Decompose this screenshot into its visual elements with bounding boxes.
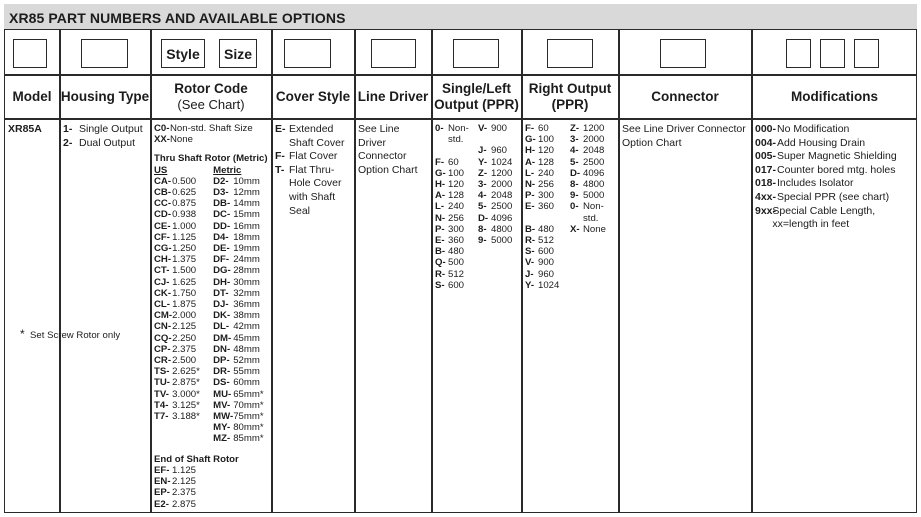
header-rotor: Rotor Code (See Chart) bbox=[174, 81, 248, 112]
list-item: T- Flat Thru-Hole Cover with Shaft Seal bbox=[275, 163, 342, 217]
connector-text: See Line Driver Connector Option Chart bbox=[622, 123, 746, 149]
right-output-codes bbox=[525, 123, 617, 291]
list-item: 000- No Modification bbox=[755, 123, 850, 135]
table-row: CF- 1.125 D4- 18mm bbox=[154, 231, 260, 243]
line-driver-box[interactable] bbox=[371, 39, 416, 68]
table-row: H- 120 4- 2048 bbox=[525, 145, 605, 157]
model-value: XR85A bbox=[8, 123, 42, 135]
table-row: CG- 1.250 DE- 19mm bbox=[154, 243, 260, 255]
table-row: J- 960 bbox=[478, 145, 508, 157]
table-row: CK- 1.750 DT- 32mm bbox=[154, 287, 260, 299]
page-title: XR85 PART NUMBERS AND AVAILABLE OPTIONS bbox=[4, 4, 917, 30]
table-row: Q- 500 bbox=[435, 257, 465, 269]
model-box[interactable] bbox=[13, 39, 47, 68]
table-row: US Metric bbox=[154, 164, 242, 176]
table-row: G- 100 Z- 1200 bbox=[435, 167, 513, 179]
cover-box[interactable] bbox=[284, 39, 331, 68]
header-modifications: Modifications bbox=[791, 89, 878, 104]
header-connector: Connector bbox=[651, 89, 719, 104]
table-row: CP- 2.375 DN- 48mm bbox=[154, 343, 260, 355]
table-row: E- 360 9- 5000 bbox=[435, 235, 513, 247]
table-row: CJ- 1.625 DH- 30mm bbox=[154, 276, 260, 288]
list-item: 1- Single Output bbox=[63, 123, 143, 135]
table-row: EP- 2.375 bbox=[154, 487, 197, 499]
table-row: XX- None bbox=[154, 134, 193, 146]
table-row: C0- Non-std. Shaft Size bbox=[154, 123, 253, 134]
style-label: Style bbox=[161, 39, 205, 68]
list-item: F- Flat Cover bbox=[275, 150, 338, 163]
modification-box-2[interactable] bbox=[820, 39, 845, 68]
table-row: N- 256 8- 4800 bbox=[525, 179, 605, 191]
table-row: L- 240 D- 4096 bbox=[525, 167, 605, 179]
header-single-left: Single/Left Output (PPR) bbox=[434, 81, 519, 112]
table-row: TV- 3.000* MU- 65mm* bbox=[154, 388, 264, 400]
header-line-driver: Line Driver bbox=[357, 89, 429, 104]
table-row: F- 60 Z- 1200 bbox=[525, 123, 605, 134]
table-row: CT- 1.500 DG- 28mm bbox=[154, 265, 260, 277]
table-row: V- 900 bbox=[525, 257, 555, 269]
size-label: Size bbox=[219, 39, 257, 68]
table-row: EF- 1.125 bbox=[154, 464, 197, 476]
list-item: 2- Dual Output bbox=[63, 136, 136, 149]
table-row: 0- Non-std. V- 900 bbox=[435, 123, 508, 146]
table-row: E- 360 0- Non-std. bbox=[525, 201, 604, 224]
end-shaft-title: End of Shaft Rotor bbox=[154, 453, 239, 465]
table-row: CR- 2.500 DP- 52mm bbox=[154, 355, 260, 367]
table-row: EN- 2.125 bbox=[154, 476, 197, 488]
row-divider bbox=[4, 118, 917, 120]
line-driver-text: See Line Driver Connector Option Chart bbox=[358, 123, 418, 176]
rotor-codes bbox=[154, 123, 270, 510]
list-item: 017- Counter bored mtg. holes bbox=[755, 163, 896, 176]
rotor-top-table bbox=[154, 123, 253, 145]
list-item: E- Extended Shaft Cover bbox=[275, 123, 345, 149]
table-row: MY- 80mm* bbox=[213, 422, 264, 434]
table-row: E2- 2.875 bbox=[154, 498, 197, 510]
table-row: CD- 0.938 DC- 15mm bbox=[154, 209, 260, 221]
thru-shaft-table bbox=[154, 165, 267, 445]
table-row: F- 60 Y- 1024 bbox=[435, 156, 513, 168]
table-row: H- 120 3- 2000 bbox=[435, 179, 513, 191]
table-row: TS- 2.625* DR- 55mm bbox=[154, 366, 260, 378]
table-row: A- 128 4- 2048 bbox=[435, 190, 513, 202]
housing-list bbox=[63, 123, 143, 150]
table-row: P- 300 8- 4800 bbox=[435, 223, 513, 235]
single-left-box[interactable] bbox=[453, 39, 499, 68]
table-row: CM- 2.000 DK- 38mm bbox=[154, 310, 260, 322]
modifications-list bbox=[755, 123, 915, 232]
table-row: R- 512 bbox=[435, 268, 465, 280]
table-row: T7- 3.188* MW- 75mm* bbox=[154, 411, 264, 423]
list-item: 004- Add Housing Drain bbox=[755, 136, 866, 149]
table-row: P- 300 9- 5000 bbox=[525, 190, 605, 202]
table-row: T4- 3.125* MV- 70mm* bbox=[154, 399, 264, 411]
footnote: * Set Screw Rotor only bbox=[20, 327, 121, 341]
table-row: S- 600 bbox=[435, 279, 465, 291]
header-right-output: Right Output (PPR) bbox=[528, 81, 612, 112]
table-row: S- 600 bbox=[525, 246, 555, 258]
table-row: A- 128 5- 2500 bbox=[525, 156, 605, 168]
header-housing: Housing Type bbox=[60, 89, 150, 104]
single-left-codes bbox=[435, 123, 521, 291]
table-row: CB- 0.625 D3- 12mm bbox=[154, 187, 260, 199]
table-row: CA- 0.500 D2- 10mm bbox=[154, 175, 260, 187]
modification-box-1[interactable] bbox=[786, 39, 811, 68]
table-row: N- 256 D- 4096 bbox=[435, 212, 513, 224]
connector-box[interactable] bbox=[660, 39, 706, 68]
table-row: CL- 1.875 DJ- 36mm bbox=[154, 299, 260, 311]
list-item: 005- Super Magnetic Shielding bbox=[755, 150, 897, 163]
single-left-table bbox=[435, 123, 521, 291]
cover-list bbox=[275, 123, 353, 218]
right-output-table bbox=[525, 123, 617, 291]
housing-box[interactable] bbox=[81, 39, 128, 68]
header-cover: Cover Style bbox=[275, 89, 351, 104]
list-item: 4xx- Special PPR (see chart) bbox=[755, 190, 890, 203]
table-row: Y- 1024 bbox=[525, 279, 560, 291]
table-row: CQ- 2.250 DM- 45mm bbox=[154, 332, 260, 344]
table-row: G- 100 3- 2000 bbox=[525, 134, 605, 146]
table-row: B- 480 bbox=[435, 246, 465, 258]
table-row: L- 240 5- 2500 bbox=[435, 201, 513, 213]
list-item: 9xx- Special Cable Length, xx=length in feet bbox=[755, 204, 876, 231]
end-shaft-table bbox=[154, 465, 196, 510]
table-row: MZ- 85mm* bbox=[213, 433, 264, 445]
table-row: CE- 1.000 DD- 16mm bbox=[154, 220, 260, 232]
table-row: CN- 2.125 DL- 42mm bbox=[154, 321, 260, 333]
thru-shaft-title: Thru Shaft Rotor (Metric) bbox=[154, 153, 268, 165]
list-item: 018- Includes Isolator bbox=[755, 177, 854, 190]
modification-box-3[interactable] bbox=[854, 39, 879, 68]
table-row: J- 960 bbox=[525, 268, 555, 280]
right-output-box[interactable] bbox=[547, 39, 593, 68]
table-row: B- 480 X- None bbox=[525, 223, 606, 235]
table-row: CC- 0.875 DB- 14mm bbox=[154, 198, 260, 210]
table-row: R- 512 bbox=[525, 235, 555, 247]
table-row: CH- 1.375 DF- 24mm bbox=[154, 254, 260, 266]
table-row: TU- 2.875* DS- 60mm bbox=[154, 377, 260, 389]
header-model: Model bbox=[12, 89, 52, 104]
